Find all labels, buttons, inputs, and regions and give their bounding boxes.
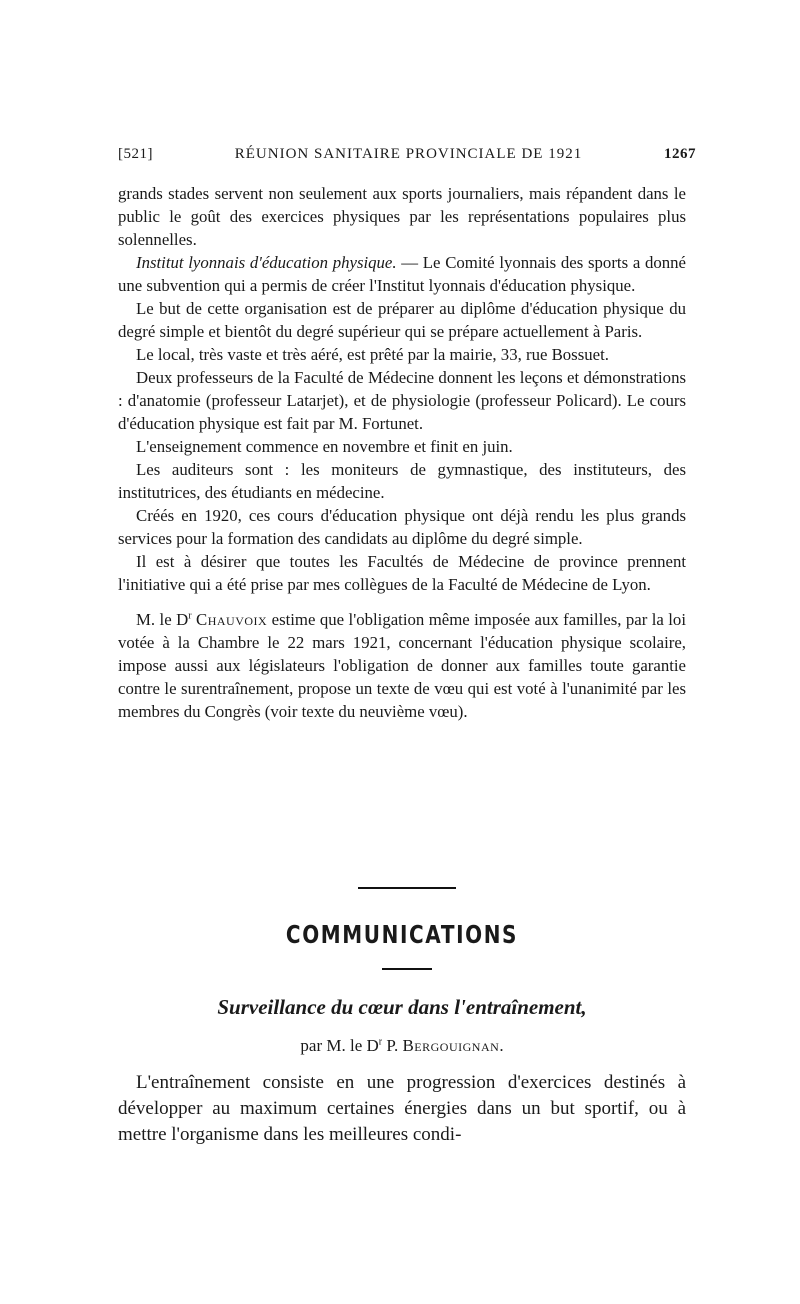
section-heading: COMMUNICATIONS: [285, 920, 519, 949]
byline-sup: r: [378, 1036, 383, 1048]
paragraph-institut: [118, 251, 686, 297]
chauvoix-text: estime que l'obligation même imposée aux familles, par la loi votée à la Chambre le 22 mars 1921, concernant l'éducation physique scolaire, impose aussi aux législateurs l'obligation de donner aux familles toute garantie contre le surentraînement, propose un texte de vœu qui est voté à l'unanimité par les membres du Congrès (voir texte du neuvième vœu).: [118, 610, 686, 721]
chauvoix-title: M. le D: [136, 610, 189, 629]
article-text: [118, 1070, 686, 1148]
chauvoix-name: Chauvoix: [196, 610, 268, 629]
byline-initial: P.: [382, 1036, 403, 1055]
article-title: Surveillance du cœur dans l'entraînement,: [217, 995, 587, 1019]
report-text: [118, 182, 686, 723]
section-divider-bottom: [382, 968, 432, 970]
paragraph-auditeurs: Les auditeurs sont : les moniteurs de gymnastique, des instituteurs, des institutrices, des étudiants en médecine.: [118, 460, 686, 502]
paragraph-institut-heading: Institut lyonnais d'éducation physique.: [136, 253, 397, 272]
running-title: RÉUNION SANITAIRE PROVINCIALE DE 1921: [234, 146, 583, 162]
article-paragraph: L'entraînement consiste en une progression d'exercices destinés à développer au maximum certaines énergies dans un but sportif, ou à mettre l'organisme dans les meilleures condi-: [118, 1072, 686, 1145]
chauvoix-sup: r: [188, 610, 192, 622]
paragraph-enseignement: L'enseignement commence en novembre et finit en juin.: [136, 437, 513, 456]
paragraph-local: Le local, très vaste et très aéré, est prêté par la mairie, 33, rue Bossuet.: [136, 345, 609, 364]
paragraph-stades: grands stades servent non seulement aux sports journaliers, mais répandent dans le public le goût des exercices physiques par les représentations populaires plus solennelles.: [118, 184, 686, 249]
page-number: 1267: [663, 146, 696, 162]
section-divider-top: [358, 887, 456, 889]
paragraph-professeurs: Deux professeurs de la Faculté de Médecine donnent les leçons et démonstrations : d'anatomie (professeur Latarjet), et de physiologie (professeur Policard). Le cours d'éducation physique est fait par M. Fortunet.: [118, 368, 686, 433]
article-byline: [118, 1036, 686, 1056]
byline-end: .: [499, 1036, 504, 1055]
paragraph-institut-text: — Le Comité lyonnais des sports a donné une subvention qui a permis de créer l'Institut lyonnais d'éducation physique.: [118, 253, 686, 295]
byline-prefix: par M. le D: [300, 1036, 379, 1055]
page-reference: [521]: [118, 146, 153, 162]
paragraph-crees: Créés en 1920, ces cours d'éducation physique ont déjà rendu les plus grands services pour la formation des candidats au diplôme du degré simple.: [118, 506, 686, 548]
paragraph-chauvoix: [118, 608, 686, 723]
byline-author: Bergouignan: [402, 1036, 500, 1055]
paragraph-desirer: Il est à désirer que toutes les Facultés de Médecine de province prennent l'initiative qui a été prise par mes collègues de la Faculté de Médecine de Lyon.: [118, 552, 686, 594]
running-header: [118, 146, 696, 163]
paragraph-but: Le but de cette organisation est de préparer au diplôme d'éducation physique du degré simple et bientôt du degré supérieur qui se prépare actuellement à Paris.: [118, 299, 686, 341]
